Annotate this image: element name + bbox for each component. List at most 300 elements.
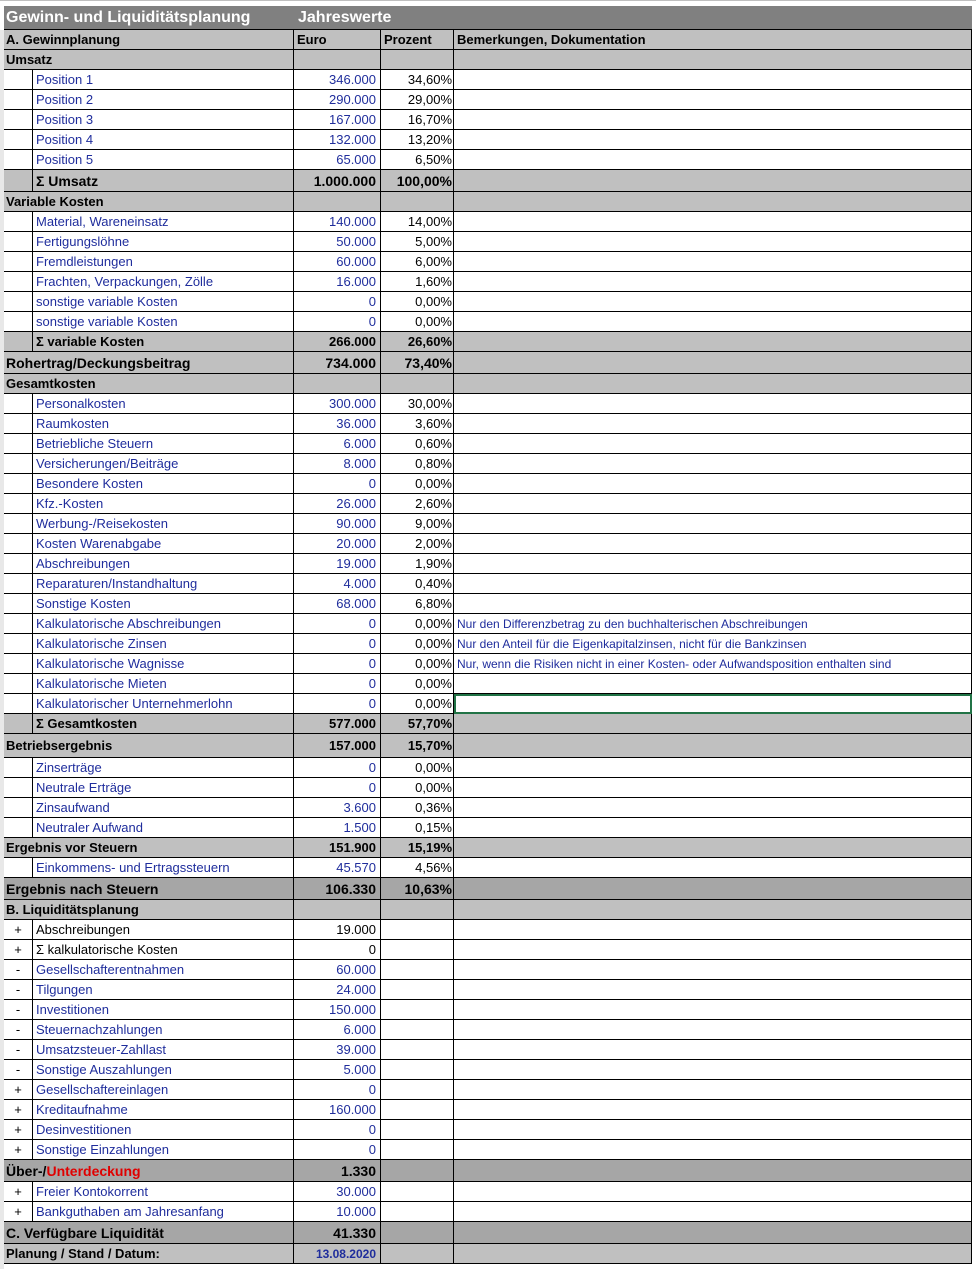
gesamt-sum-label[interactable]: Σ Gesamtkosten xyxy=(33,714,294,734)
liquiditaet-item-pct[interactable] xyxy=(381,1040,454,1060)
liquiditaet-item-euro[interactable]: 0 xyxy=(294,940,381,960)
liquiditaet-item-label[interactable]: Gesellschaftereinlagen xyxy=(33,1080,294,1100)
liquiditaet-item-pct[interactable] xyxy=(381,1060,454,1080)
betrieb-item-1-label[interactable]: Zinserträge xyxy=(33,758,294,778)
betrieb-item-2-pct[interactable]: 0,00% xyxy=(381,778,454,798)
liquiditaet-item-label[interactable]: Desinvestitionen xyxy=(33,1120,294,1140)
gesamt-item-1-sign[interactable] xyxy=(4,394,33,414)
gesamt-item-7-pct[interactable]: 9,00% xyxy=(381,514,454,534)
variable-item-3-euro[interactable]: 60.000 xyxy=(294,252,381,272)
gesamt-item-3-sign[interactable] xyxy=(4,434,33,454)
liquiditaet-extra-euro[interactable]: 10.000 xyxy=(294,1202,381,1222)
umsatz-sum-note[interactable] xyxy=(454,170,972,192)
ergebnis-nach-steuern-row-euro[interactable]: 106.330 xyxy=(294,878,381,900)
liquiditaet-item-pct[interactable] xyxy=(381,1020,454,1040)
gesamt-item-14-sign[interactable] xyxy=(4,654,33,674)
gesamt-item-12-euro[interactable]: 0 xyxy=(294,614,381,634)
variable-item-5-label[interactable]: sonstige variable Kosten xyxy=(33,292,294,312)
umsatz-sum-label[interactable]: Σ Umsatz xyxy=(33,170,294,192)
gesamt-item-4-label[interactable]: Versicherungen/Beiträge xyxy=(33,454,294,474)
liquiditaet-item-note[interactable] xyxy=(454,940,972,960)
gesamt-item-8-note[interactable] xyxy=(454,534,972,554)
liquiditaet-item-note[interactable] xyxy=(454,1040,972,1060)
liquiditaet-item-label[interactable]: Kreditaufnahme xyxy=(33,1100,294,1120)
liquiditaet-item-pct[interactable] xyxy=(381,960,454,980)
gesamt-item-16-label[interactable]: Kalkulatorischer Unternehmerlohn xyxy=(33,694,294,714)
liquiditaet-heading-note[interactable] xyxy=(454,900,972,920)
variable-sum-pct[interactable]: 26,60% xyxy=(381,332,454,352)
gesamt-item-10-sign[interactable] xyxy=(4,574,33,594)
liquiditaet-extra-sign[interactable]: + xyxy=(4,1182,33,1202)
variable-item-5-pct[interactable]: 0,00% xyxy=(381,292,454,312)
liquiditaet-item-sign[interactable]: - xyxy=(4,960,33,980)
ergebnis-vor-steuern-row-label[interactable]: Ergebnis vor Steuern xyxy=(4,838,294,858)
gesamt-item-2-pct[interactable]: 3,60% xyxy=(381,414,454,434)
gesamt-item-10 xyxy=(0,574,976,594)
betrieb-item-3-euro[interactable]: 3.600 xyxy=(294,798,381,818)
variable-item-4-label[interactable]: Frachten, Verpackungen, Zölle xyxy=(33,272,294,292)
umsatz-item-3-euro[interactable]: 167.000 xyxy=(294,110,381,130)
umsatz-item-2-note[interactable] xyxy=(454,90,972,110)
betrieb-item-1-pct[interactable]: 0,00% xyxy=(381,758,454,778)
betriebsergebnis-row-euro[interactable]: 157.000 xyxy=(294,734,381,758)
betrieb-item-4-sign[interactable] xyxy=(4,818,33,838)
umsatz-item-1-euro[interactable]: 346.000 xyxy=(294,70,381,90)
umsatz-item-3-label[interactable]: Position 3 xyxy=(33,110,294,130)
gesamt-item-14-note[interactable]: Nur, wenn die Risiken nicht in einer Kosten- oder Aufwandsposition enthalten sind xyxy=(454,654,972,674)
liquiditaet-item-euro[interactable]: 39.000 xyxy=(294,1040,381,1060)
liquiditaet-extra-label[interactable]: Bankguthaben am Jahresanfang xyxy=(33,1202,294,1222)
gesamt-item-3-label[interactable]: Betriebliche Steuern xyxy=(33,434,294,454)
variable-item-5-euro[interactable]: 0 xyxy=(294,292,381,312)
liquiditaet-item-3 xyxy=(0,960,976,980)
column-euro-header[interactable]: Euro xyxy=(294,30,381,50)
betrieb-item-2-euro[interactable]: 0 xyxy=(294,778,381,798)
umsatz-item-5-label[interactable]: Position 5 xyxy=(33,150,294,170)
variable-heading-label[interactable]: Variable Kosten xyxy=(4,192,294,212)
liquiditaet-extra-pct[interactable] xyxy=(381,1182,454,1202)
betrieb-item-3-label[interactable]: Zinsaufwand xyxy=(33,798,294,818)
planung-date[interactable]: 13.08.2020 xyxy=(294,1244,381,1264)
umsatz-item-5-pct[interactable]: 6,50% xyxy=(381,150,454,170)
liquiditaet-item-euro[interactable]: 6.000 xyxy=(294,1020,381,1040)
gesamt-item-11-sign[interactable] xyxy=(4,594,33,614)
gesamt-item-13-pct[interactable]: 0,00% xyxy=(381,634,454,654)
betrieb-item-3-sign[interactable] xyxy=(4,798,33,818)
ergebnis-vor-steuern-row-note[interactable] xyxy=(454,838,972,858)
liquiditaet-heading-euro[interactable] xyxy=(294,900,381,920)
gesamt-item-16-euro[interactable]: 0 xyxy=(294,694,381,714)
umsatz-item-1-sign[interactable] xyxy=(4,70,33,90)
steuern-row-euro[interactable]: 45.570 xyxy=(294,858,381,878)
ergebnis-vor-steuern-row-pct[interactable]: 15,19% xyxy=(381,838,454,858)
gesamt-item-7-sign[interactable] xyxy=(4,514,33,534)
gesamt-item-3-euro[interactable]: 6.000 xyxy=(294,434,381,454)
gesamt-item-1-euro[interactable]: 300.000 xyxy=(294,394,381,414)
column-prozent-header[interactable]: Prozent xyxy=(381,30,454,50)
liquiditaet-item-pct[interactable] xyxy=(381,920,454,940)
betrieb-item-1 xyxy=(0,758,976,778)
betrieb-item-4-label[interactable]: Neutraler Aufwand xyxy=(33,818,294,838)
umsatz-item-4-sign[interactable] xyxy=(4,130,33,150)
liquiditaet-extra-euro[interactable]: 30.000 xyxy=(294,1182,381,1202)
gesamt-item-9-pct[interactable]: 1,90% xyxy=(381,554,454,574)
gesamt-item-4-pct[interactable]: 0,80% xyxy=(381,454,454,474)
liquiditaet-item-note[interactable] xyxy=(454,960,972,980)
umsatz-item-1-label[interactable]: Position 1 xyxy=(33,70,294,90)
umsatz-item-2-sign[interactable] xyxy=(4,90,33,110)
liquiditaet-item-pct[interactable] xyxy=(381,1000,454,1020)
gesamt-item-8-sign[interactable] xyxy=(4,534,33,554)
betrieb-item-2-label[interactable]: Neutrale Erträge xyxy=(33,778,294,798)
rohertrag-row-note[interactable] xyxy=(454,352,972,374)
variable-sum-note[interactable] xyxy=(454,332,972,352)
sheet-subtitle[interactable]: Jahreswerte xyxy=(294,6,454,30)
betrieb-item-4-euro[interactable]: 1.500 xyxy=(294,818,381,838)
betrieb-item-3-pct[interactable]: 0,36% xyxy=(381,798,454,818)
liquiditaet-extra-note[interactable] xyxy=(454,1202,972,1222)
liquiditaet-heading-pct[interactable] xyxy=(381,900,454,920)
liquiditaet-item-euro[interactable]: 60.000 xyxy=(294,960,381,980)
gesamt-item-13-euro[interactable]: 0 xyxy=(294,634,381,654)
liquiditaet-item-note[interactable] xyxy=(454,1060,972,1080)
section-a-heading[interactable]: A. Gewinnplanung xyxy=(4,30,294,50)
gesamt-item-16-pct[interactable]: 0,00% xyxy=(381,694,454,714)
gesamt-sum-pct[interactable]: 57,70% xyxy=(381,714,454,734)
title-empty-cell[interactable] xyxy=(454,6,972,30)
variable-item-2-pct[interactable]: 5,00% xyxy=(381,232,454,252)
gesamt-item-13-label[interactable]: Kalkulatorische Zinsen xyxy=(33,634,294,654)
umsatz-sum-euro[interactable]: 1.000.000 xyxy=(294,170,381,192)
variable-item-2-sign[interactable] xyxy=(4,232,33,252)
planung-note[interactable] xyxy=(454,1244,972,1264)
variable-item-2-euro[interactable]: 50.000 xyxy=(294,232,381,252)
verfuegbare-liquiditaet-note[interactable] xyxy=(454,1222,972,1244)
umsatz-heading-euro[interactable] xyxy=(294,50,381,70)
gesamt-item-6-euro[interactable]: 26.000 xyxy=(294,494,381,514)
variable-item-5-note[interactable] xyxy=(454,292,972,312)
gesamt-item-1-label[interactable]: Personalkosten xyxy=(33,394,294,414)
variable-item-6-sign[interactable] xyxy=(4,312,33,332)
liquiditaet-item-pct[interactable] xyxy=(381,980,454,1000)
liquiditaet-item-sign[interactable]: - xyxy=(4,1020,33,1040)
gesamt-heading-label[interactable]: Gesamtkosten xyxy=(4,374,294,394)
liquiditaet-item-note[interactable] xyxy=(454,1100,972,1120)
variable-item-4-pct[interactable]: 1,60% xyxy=(381,272,454,292)
betriebsergebnis-row-label[interactable]: Betriebsergebnis xyxy=(4,734,294,758)
gesamt-item-6-note[interactable] xyxy=(454,494,972,514)
umsatz-item-4-euro[interactable]: 132.000 xyxy=(294,130,381,150)
liquiditaet-item-note[interactable] xyxy=(454,1080,972,1100)
liquiditaet-item-euro[interactable]: 160.000 xyxy=(294,1100,381,1120)
steuern-row-sign[interactable] xyxy=(4,858,33,878)
liquiditaet-item-label[interactable]: Sonstige Auszahlungen xyxy=(33,1060,294,1080)
gesamt-item-12-label[interactable]: Kalkulatorische Abschreibungen xyxy=(33,614,294,634)
deckung-pct[interactable] xyxy=(381,1160,454,1182)
variable-sum-sign[interactable] xyxy=(4,332,33,352)
verfuegbare-liquiditaet-label[interactable]: C. Verfügbare Liquidität xyxy=(4,1222,294,1244)
umsatz-item-4-note[interactable] xyxy=(454,130,972,150)
betrieb-item-1-sign[interactable] xyxy=(4,758,33,778)
gesamt-item-16-note[interactable] xyxy=(454,694,972,714)
liquiditaet-extra-note[interactable] xyxy=(454,1182,972,1202)
gesamt-item-2-sign[interactable] xyxy=(4,414,33,434)
gesamt-heading-euro[interactable] xyxy=(294,374,381,394)
umsatz-item-4-label[interactable]: Position 4 xyxy=(33,130,294,150)
column-bemerkungen-header[interactable]: Bemerkungen, Dokumentation xyxy=(454,30,972,50)
gesamt-item-11-label[interactable]: Sonstige Kosten xyxy=(33,594,294,614)
liquiditaet-item-euro[interactable]: 0 xyxy=(294,1140,381,1160)
liquiditaet-item-note[interactable] xyxy=(454,1020,972,1040)
liquiditaet-item-euro[interactable]: 0 xyxy=(294,1080,381,1100)
gesamt-item-14-label[interactable]: Kalkulatorische Wagnisse xyxy=(33,654,294,674)
umsatz-item-5-sign[interactable] xyxy=(4,150,33,170)
gesamt-item-9-sign[interactable] xyxy=(4,554,33,574)
variable-item-4-note[interactable] xyxy=(454,272,972,292)
gesamt-item-10-pct[interactable]: 0,40% xyxy=(381,574,454,594)
gesamt-item-6-sign[interactable] xyxy=(4,494,33,514)
liquiditaet-item-sign[interactable]: - xyxy=(4,1000,33,1020)
betrieb-item-1-note[interactable] xyxy=(454,758,972,778)
gesamt-item-10-label[interactable]: Reparaturen/Instandhaltung xyxy=(33,574,294,594)
liquiditaet-item-euro[interactable]: 150.000 xyxy=(294,1000,381,1020)
gesamt-item-2-euro[interactable]: 36.000 xyxy=(294,414,381,434)
gesamt-item-10-note[interactable] xyxy=(454,574,972,594)
gesamt-item-9-label[interactable]: Abschreibungen xyxy=(33,554,294,574)
variable-item-1-label[interactable]: Material, Wareneinsatz xyxy=(33,212,294,232)
liquiditaet-extra-sign[interactable]: + xyxy=(4,1202,33,1222)
liquiditaet-item-euro[interactable]: 5.000 xyxy=(294,1060,381,1080)
umsatz-heading-label[interactable]: Umsatz xyxy=(4,50,294,70)
gesamt-item-14-pct[interactable]: 0,00% xyxy=(381,654,454,674)
gesamt-item-15-pct[interactable]: 0,00% xyxy=(381,674,454,694)
gesamt-item-7-note[interactable] xyxy=(454,514,972,534)
ergebnis-nach-steuern-row-pct[interactable]: 10,63% xyxy=(381,878,454,900)
gesamt-item-2-note[interactable] xyxy=(454,414,972,434)
liquiditaet-item-label[interactable]: Steuernachzahlungen xyxy=(33,1020,294,1040)
liquiditaet-item-pct[interactable] xyxy=(381,940,454,960)
gesamt-item-15-note[interactable] xyxy=(454,674,972,694)
liquiditaet-item-note[interactable] xyxy=(454,1140,972,1160)
steuern-row-note[interactable] xyxy=(454,858,972,878)
liquiditaet-item-pct[interactable] xyxy=(381,1080,454,1100)
umsatz-item-5-euro[interactable]: 65.000 xyxy=(294,150,381,170)
umsatz-heading-note[interactable] xyxy=(454,50,972,70)
gesamt-item-14-euro[interactable]: 0 xyxy=(294,654,381,674)
gesamt-item-8-pct[interactable]: 2,00% xyxy=(381,534,454,554)
variable-sum-label[interactable]: Σ variable Kosten xyxy=(33,332,294,352)
gesamt-item-15-euro[interactable]: 0 xyxy=(294,674,381,694)
umsatz-heading-pct[interactable] xyxy=(381,50,454,70)
liquiditaet-item-sign[interactable]: - xyxy=(4,1060,33,1080)
deckung-note[interactable] xyxy=(454,1160,972,1182)
steuern-row-label[interactable]: Einkommens- und Ertragssteuern xyxy=(33,858,294,878)
planung-pct[interactable] xyxy=(381,1244,454,1264)
variable-item-4-sign[interactable] xyxy=(4,272,33,292)
umsatz-item-4-pct[interactable]: 13,20% xyxy=(381,130,454,150)
variable-item-3-pct[interactable]: 6,00% xyxy=(381,252,454,272)
gesamt-item-16-sign[interactable] xyxy=(4,694,33,714)
variable-heading-pct[interactable] xyxy=(381,192,454,212)
gesamt-item-13-note[interactable]: Nur den Anteil für die Eigenkapitalzinsen, nicht für die Bankzinsen xyxy=(454,634,972,654)
gesamt-item-2-label[interactable]: Raumkosten xyxy=(33,414,294,434)
gesamt-item-5-sign[interactable] xyxy=(4,474,33,494)
umsatz-item-5-note[interactable] xyxy=(454,150,972,170)
liquiditaet-item-sign[interactable]: + xyxy=(4,940,33,960)
umsatz-item-1-note[interactable] xyxy=(454,70,972,90)
liquiditaet-item-euro[interactable]: 24.000 xyxy=(294,980,381,1000)
liquiditaet-extra-label[interactable]: Freier Kontokorrent xyxy=(33,1182,294,1202)
variable-item-1-sign[interactable] xyxy=(4,212,33,232)
gesamt-item-9-note[interactable] xyxy=(454,554,972,574)
gesamt-item-10-euro[interactable]: 4.000 xyxy=(294,574,381,594)
steuern-row-pct[interactable]: 4,56% xyxy=(381,858,454,878)
liquiditaet-item-sign[interactable]: - xyxy=(4,980,33,1000)
rohertrag-row-label[interactable]: Rohertrag/Deckungsbeitrag xyxy=(4,352,294,374)
liquiditaet-item-sign[interactable]: + xyxy=(4,1140,33,1160)
gesamt-item-12-note[interactable]: Nur den Differenzbetrag zu den buchhalterischen Abschreibungen xyxy=(454,614,972,634)
variable-item-6-note[interactable] xyxy=(454,312,972,332)
gesamt-sum-note[interactable] xyxy=(454,714,972,734)
gesamt-item-8-label[interactable]: Kosten Warenabgabe xyxy=(33,534,294,554)
umsatz-item-3-sign[interactable] xyxy=(4,110,33,130)
variable-item-1-pct[interactable]: 14,00% xyxy=(381,212,454,232)
gesamt-item-3-pct[interactable]: 0,60% xyxy=(381,434,454,454)
gesamt-item-3-note[interactable] xyxy=(454,434,972,454)
gesamt-item-15-sign[interactable] xyxy=(4,674,33,694)
rohertrag-row-pct[interactable]: 73,40% xyxy=(381,352,454,374)
deckung-label[interactable] xyxy=(4,1160,294,1182)
liquiditaet-item-label[interactable]: Abschreibungen xyxy=(33,920,294,940)
gesamt-item-15-label[interactable]: Kalkulatorische Mieten xyxy=(33,674,294,694)
gesamt-item-8-euro[interactable]: 20.000 xyxy=(294,534,381,554)
betrieb-item-1-euro[interactable]: 0 xyxy=(294,758,381,778)
betrieb-item-3-note[interactable] xyxy=(454,798,972,818)
umsatz-sum-pct[interactable]: 100,00% xyxy=(381,170,454,192)
verfuegbare-liquiditaet-euro[interactable]: 41.330 xyxy=(294,1222,381,1244)
liquiditaet-item-euro[interactable]: 0 xyxy=(294,1120,381,1140)
gesamt-item-7-label[interactable]: Werbung-/Reisekosten xyxy=(33,514,294,534)
sheet-title[interactable]: Gewinn- und Liquiditätsplanung xyxy=(4,6,294,30)
umsatz-item-2-pct[interactable]: 29,00% xyxy=(381,90,454,110)
umsatz-item-1-pct[interactable]: 34,60% xyxy=(381,70,454,90)
liquiditaet-item-label[interactable]: Σ kalkulatorische Kosten xyxy=(33,940,294,960)
gesamt-item-9-euro[interactable]: 19.000 xyxy=(294,554,381,574)
liquiditaet-item-note[interactable] xyxy=(454,980,972,1000)
liquiditaet-item-sign[interactable]: + xyxy=(4,1080,33,1100)
gesamt-item-12-sign[interactable] xyxy=(4,614,33,634)
gesamt-item-6-label[interactable]: Kfz.-Kosten xyxy=(33,494,294,514)
betriebsergebnis-row-pct[interactable]: 15,70% xyxy=(381,734,454,758)
deckung-euro[interactable]: 1.330 xyxy=(294,1160,381,1182)
variable-item-2-note[interactable] xyxy=(454,232,972,252)
gesamt-item-11-pct[interactable]: 6,80% xyxy=(381,594,454,614)
liquiditaet-extra-1 xyxy=(0,1182,976,1202)
variable-item-6-pct[interactable]: 0,00% xyxy=(381,312,454,332)
gesamt-item-4-note[interactable] xyxy=(454,454,972,474)
umsatz-item-2-euro[interactable]: 290.000 xyxy=(294,90,381,110)
liquiditaet-item-label[interactable]: Umsatzsteuer-Zahllast xyxy=(33,1040,294,1060)
variable-item-6-euro[interactable]: 0 xyxy=(294,312,381,332)
rohertrag-row-euro[interactable]: 734.000 xyxy=(294,352,381,374)
liquiditaet-item-label[interactable]: Investitionen xyxy=(33,1000,294,1020)
liquiditaet-item-euro[interactable]: 19.000 xyxy=(294,920,381,940)
variable-heading-euro[interactable] xyxy=(294,192,381,212)
betrieb-item-2-sign[interactable] xyxy=(4,778,33,798)
gesamt-heading-pct[interactable] xyxy=(381,374,454,394)
variable-item-6-label[interactable]: sonstige variable Kosten xyxy=(33,312,294,332)
liquiditaet-extra-pct[interactable] xyxy=(381,1202,454,1222)
variable-heading-note[interactable] xyxy=(454,192,972,212)
gesamt-item-5-note[interactable] xyxy=(454,474,972,494)
gesamt-item-1-note[interactable] xyxy=(454,394,972,414)
umsatz-item-3-pct[interactable]: 16,70% xyxy=(381,110,454,130)
variable-item-2-label[interactable]: Fertigungslöhne xyxy=(33,232,294,252)
gesamt-item-13-sign[interactable] xyxy=(4,634,33,654)
ergebnis-nach-steuern-row-note[interactable] xyxy=(454,878,972,900)
gesamt-item-11-euro[interactable]: 68.000 xyxy=(294,594,381,614)
gesamt-sum-sign[interactable] xyxy=(4,714,33,734)
liquiditaet-item-note[interactable] xyxy=(454,1000,972,1020)
planung-label[interactable]: Planung / Stand / Datum: xyxy=(4,1244,294,1264)
liquiditaet-item-note[interactable] xyxy=(454,920,972,940)
umsatz-sum-sign[interactable] xyxy=(4,170,33,192)
liquiditaet-item-sign[interactable]: + xyxy=(4,920,33,940)
liquiditaet-item-sign[interactable]: + xyxy=(4,1120,33,1140)
variable-item-3-label[interactable]: Fremdleistungen xyxy=(33,252,294,272)
betrieb-item-4-pct[interactable]: 0,15% xyxy=(381,818,454,838)
variable-item-3-note[interactable] xyxy=(454,252,972,272)
ergebnis-vor-steuern-row-euro[interactable]: 151.900 xyxy=(294,838,381,858)
variable-item-4-euro[interactable]: 16.000 xyxy=(294,272,381,292)
umsatz-item-2-label[interactable]: Position 2 xyxy=(33,90,294,110)
gesamt-item-6-pct[interactable]: 2,60% xyxy=(381,494,454,514)
betrieb-item-4-note[interactable] xyxy=(454,818,972,838)
liquiditaet-item-sign[interactable]: - xyxy=(4,1040,33,1060)
gesamt-sum-euro[interactable]: 577.000 xyxy=(294,714,381,734)
gesamt-item-5-label[interactable]: Besondere Kosten xyxy=(33,474,294,494)
gesamt-item-4-euro[interactable]: 8.000 xyxy=(294,454,381,474)
liquiditaet-item-note[interactable] xyxy=(454,1120,972,1140)
gesamt-item-4-sign[interactable] xyxy=(4,454,33,474)
gesamt-item-12-pct[interactable]: 0,00% xyxy=(381,614,454,634)
gesamt-item-7-euro[interactable]: 90.000 xyxy=(294,514,381,534)
umsatz-item-3-note[interactable] xyxy=(454,110,972,130)
variable-item-1-euro[interactable]: 140.000 xyxy=(294,212,381,232)
verfuegbare-liquiditaet-pct[interactable] xyxy=(381,1222,454,1244)
variable-item-3-sign[interactable] xyxy=(4,252,33,272)
liquiditaet-item-pct[interactable] xyxy=(381,1100,454,1120)
variable-sum-euro[interactable]: 266.000 xyxy=(294,332,381,352)
gesamt-item-1-pct[interactable]: 30,00% xyxy=(381,394,454,414)
liquiditaet-item-sign[interactable]: + xyxy=(4,1100,33,1120)
liquiditaet-item-pct[interactable] xyxy=(381,1120,454,1140)
liquiditaet-item-label[interactable]: Sonstige Einzahlungen xyxy=(33,1140,294,1160)
variable-item-5-sign[interactable] xyxy=(4,292,33,312)
betriebsergebnis-row-note[interactable] xyxy=(454,734,972,758)
liquiditaet-item-pct[interactable] xyxy=(381,1140,454,1160)
liquiditaet-item-label[interactable]: Gesellschafterentnahmen xyxy=(33,960,294,980)
liquiditaet-heading-label[interactable]: B. Liquiditätsplanung xyxy=(4,900,294,920)
betrieb-item-2-note[interactable] xyxy=(454,778,972,798)
gesamt-item-5-pct[interactable]: 0,00% xyxy=(381,474,454,494)
gesamt-item-11-note[interactable] xyxy=(454,594,972,614)
liquiditaet-item-label[interactable]: Tilgungen xyxy=(33,980,294,1000)
gesamt-heading-note[interactable] xyxy=(454,374,972,394)
gesamt-item-5-euro[interactable]: 0 xyxy=(294,474,381,494)
ergebnis-nach-steuern-row-label[interactable]: Ergebnis nach Steuern xyxy=(4,878,294,900)
variable-item-1-note[interactable] xyxy=(454,212,972,232)
